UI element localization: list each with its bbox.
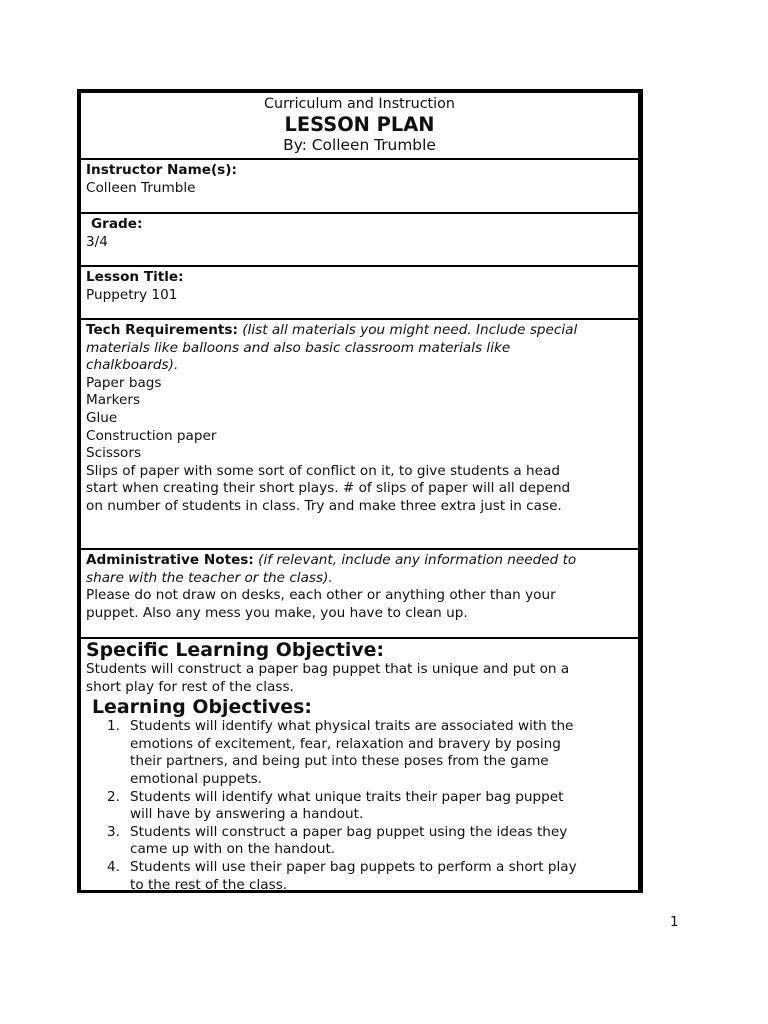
lesson-plan-table: [77, 89, 643, 893]
instructor-label: Instructor Name(s):: [86, 162, 237, 178]
objective-number: 4.: [107, 858, 120, 875]
objective-line: emotions of excitement, fear, relaxation and bravery by posing: [130, 735, 561, 752]
list-item: [86, 789, 633, 824]
grade-cell: [81, 212, 638, 265]
tech-item-glue: Glue: [86, 409, 118, 426]
admin-notes-cell: [81, 548, 638, 637]
lesson-title-value: Puppetry 101: [86, 286, 178, 303]
tech-hint-3: chalkboards).: [86, 357, 179, 374]
grade-label: Grade:: [91, 216, 143, 232]
header-author: By: Colleen Trumble: [283, 136, 436, 154]
objective-line: Students will identify what unique traits their paper bag puppet: [130, 788, 564, 805]
list-item: [86, 718, 633, 788]
header-title: LESSON PLAN: [284, 113, 435, 136]
lesson-title-label: Lesson Title:: [86, 269, 184, 285]
tech-note-2: start when creating their short plays. # of slips of paper will all depend: [86, 480, 571, 497]
objectives-cell: [81, 637, 638, 894]
tech-note-1: Slips of paper with some sort of conflict on it, to give students a head: [86, 462, 560, 479]
admin-body-1: Please do not draw on desks, each other or anything other than your: [86, 587, 556, 604]
instructor-cell: [81, 158, 638, 212]
tech-item-markers: Markers: [86, 392, 141, 409]
objective-number: 2.: [107, 788, 120, 805]
admin-label: Administrative Notes:: [86, 552, 254, 568]
objective-line: to the rest of the class.: [130, 876, 288, 893]
specific-objective-body-2: short play for rest of the class.: [86, 678, 294, 695]
header-cell: [81, 93, 638, 158]
objective-line: their partners, and being put into these poses from the game: [130, 753, 549, 770]
tech-requirements-cell: [81, 318, 638, 548]
objective-line: came up with on the handout.: [130, 841, 336, 858]
tech-label: Tech Requirements:: [86, 322, 238, 338]
list-item: [86, 824, 633, 859]
objective-line: Students will identify what physical traits are associated with the: [130, 718, 574, 735]
objective-number: 1.: [107, 718, 120, 735]
grade-value: 3/4: [86, 233, 108, 250]
specific-objective-body-1: Students will construct a paper bag puppet that is unique and put on a: [86, 661, 570, 677]
admin-hint-1: (if relevant, include any information needed to: [258, 552, 577, 568]
tech-hint-1: (list all materials you might need. Include special: [242, 322, 578, 338]
lesson-title-cell: [81, 265, 638, 318]
objective-number: 3.: [107, 823, 120, 840]
list-item: [86, 859, 633, 894]
tech-item-construction-paper: Construction paper: [86, 427, 217, 444]
objective-line: Students will construct a paper bag puppet using the ideas they: [130, 823, 568, 840]
admin-hint-2: share with the teacher or the class).: [86, 569, 333, 586]
objective-line: will have by answering a handout.: [130, 806, 364, 823]
header-subtitle: Curriculum and Instruction: [264, 96, 455, 112]
tech-item-scissors: Scissors: [86, 445, 142, 462]
tech-item-paper-bags: Paper bags: [86, 374, 162, 391]
learning-objectives-list: [86, 718, 633, 894]
tech-hint-2: materials like balloons and also basic classroom materials like: [86, 339, 511, 356]
instructor-value: Colleen Trumble: [86, 179, 196, 196]
objective-line: Students will use their paper bag puppets to perform a short play: [130, 858, 577, 875]
admin-body-2: puppet. Also any mess you make, you have to clean up.: [86, 604, 468, 621]
objective-line: emotional puppets.: [130, 770, 262, 787]
page-number: 1: [670, 914, 679, 930]
specific-objective-heading: Specific Learning Objective:: [86, 639, 385, 661]
tech-note-3: on number of students in class. Try and make three extra just in case.: [86, 497, 562, 514]
learning-objectives-heading: Learning Objectives:: [92, 696, 312, 719]
